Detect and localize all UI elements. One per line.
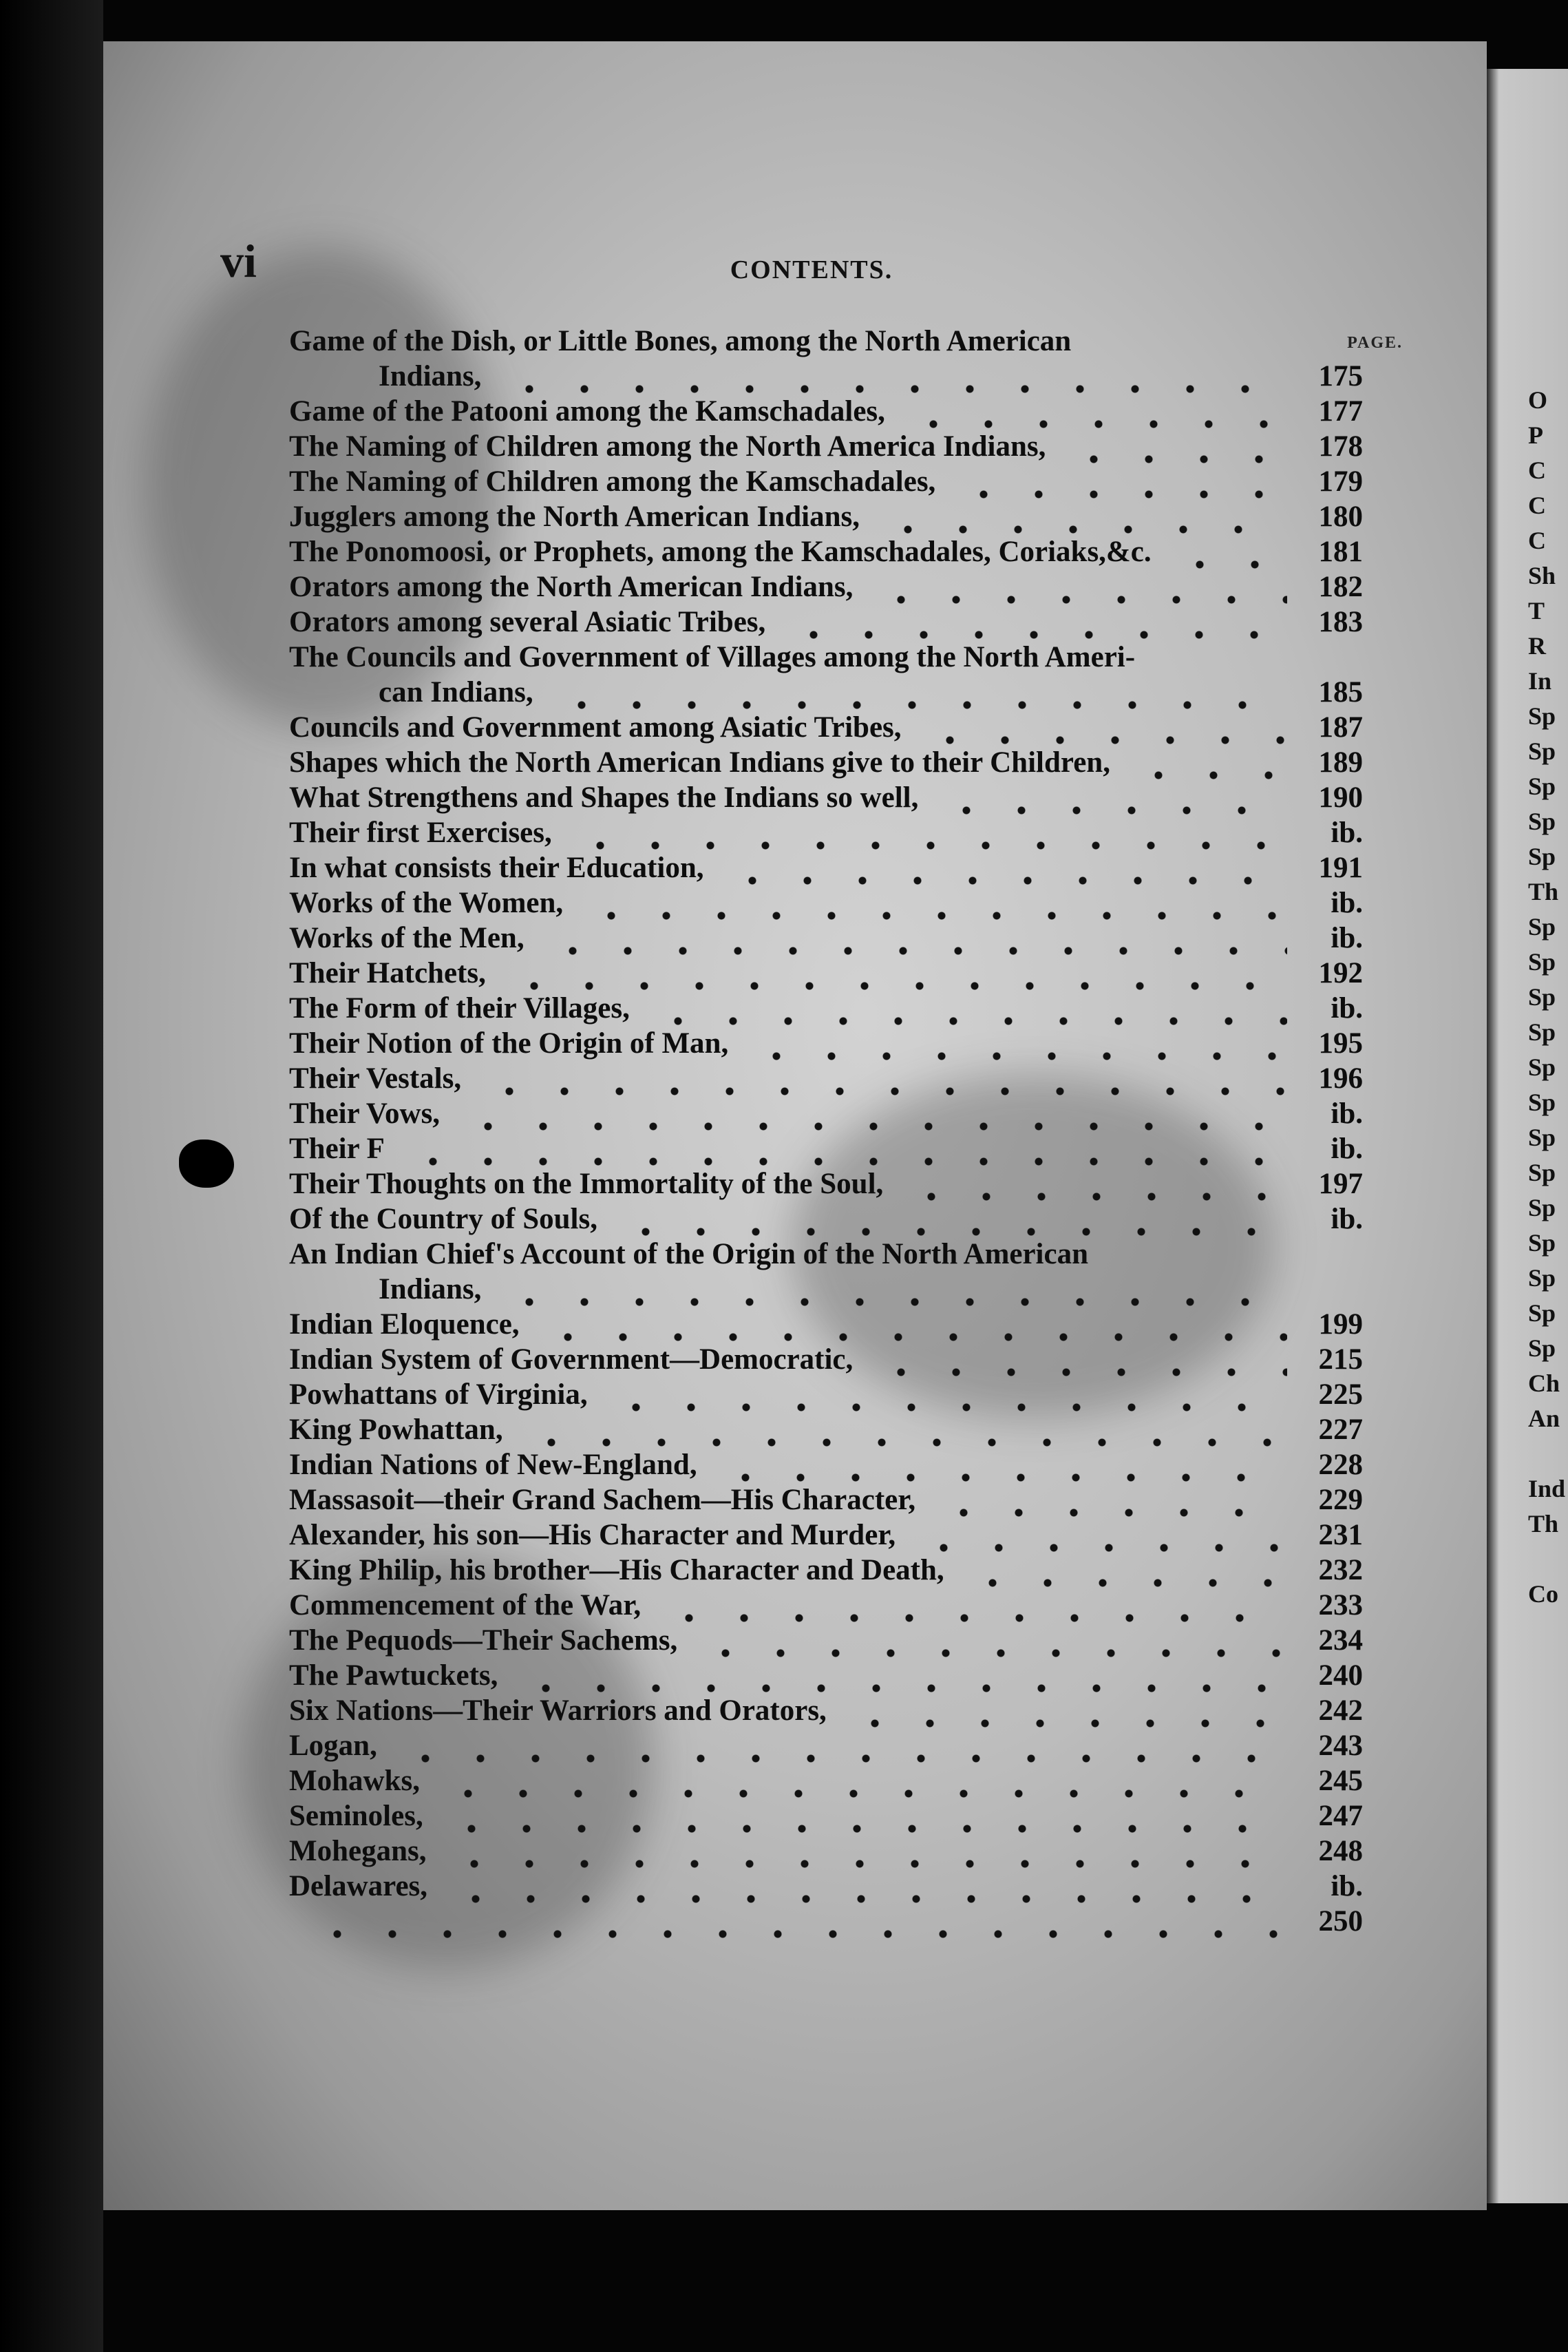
entry-page-number: 187 — [1318, 711, 1363, 744]
facing-page-fragment: Sp — [1528, 773, 1556, 800]
entry-page-number: 179 — [1318, 465, 1363, 498]
leader-dots — [648, 1588, 1287, 1623]
entry-title: King Powhattan, — [289, 1414, 503, 1446]
entry-title: What Strengthens and Shapes the Indians so well, — [289, 781, 919, 814]
contents-list — [289, 324, 1363, 1939]
entry-page-number: ib. — [1331, 817, 1363, 849]
toc-entry — [289, 1096, 1363, 1131]
toc-entry — [289, 710, 1363, 745]
entry-title: The Form of their Villages, — [289, 992, 630, 1025]
entry-title: Seminoles, — [289, 1800, 423, 1832]
entry-page-number: ib. — [1331, 1133, 1363, 1165]
leader-dots — [637, 991, 1287, 1026]
toc-entry — [289, 605, 1363, 640]
toc-entry — [289, 1026, 1363, 1061]
toc-entry — [289, 569, 1363, 605]
leader-dots — [867, 499, 1287, 534]
entry-title-continuation: can Indians, — [379, 676, 533, 708]
entry-page-number: 190 — [1318, 781, 1363, 814]
facing-page-fragment: C — [1528, 456, 1546, 484]
facing-page-fragment: Sp — [1528, 1264, 1556, 1292]
entry-page-number: ib. — [1331, 887, 1363, 919]
facing-page-fragment: Ind — [1528, 1475, 1566, 1502]
entry-title: Their F — [289, 1133, 385, 1165]
toc-entry — [289, 991, 1363, 1026]
scan-margin — [0, 0, 103, 2352]
entry-page-number: 233 — [1318, 1589, 1363, 1621]
toc-entry — [289, 1342, 1363, 1377]
leader-dots — [902, 1518, 1287, 1553]
entry-page-number: 197 — [1318, 1168, 1363, 1200]
entry-title-continuation: Indians, — [379, 1273, 482, 1305]
facing-page-fragment: C — [1528, 492, 1546, 519]
leader-dots — [735, 1026, 1287, 1061]
entry-page-number: 196 — [1318, 1062, 1363, 1095]
facing-page-fragment: Th — [1528, 878, 1559, 905]
facing-page-fragment: Sp — [1528, 1229, 1556, 1257]
facing-page-fragment: T — [1528, 597, 1545, 624]
leader-dots — [434, 1869, 1287, 1904]
toc-entry — [289, 1904, 1363, 1939]
leader-dots — [1158, 534, 1287, 569]
entry-title: Logan, — [289, 1730, 377, 1762]
facing-page-fragment: Th — [1528, 1510, 1559, 1537]
leader-dots — [860, 569, 1287, 605]
entry-page-number: 231 — [1318, 1519, 1363, 1551]
entry-title: The Naming of Children among the Kamschadales, — [289, 465, 936, 498]
entry-title: Delawares, — [289, 1870, 428, 1902]
entry-page-number: 199 — [1318, 1308, 1363, 1341]
leader-dots — [447, 1096, 1287, 1131]
entry-page-number: 228 — [1318, 1449, 1363, 1481]
facing-page-fragment: C — [1528, 527, 1546, 554]
entry-page-number: 181 — [1318, 536, 1363, 568]
entry-page-number: 234 — [1318, 1624, 1363, 1657]
entry-page-number: 245 — [1318, 1765, 1363, 1797]
toc-entry — [289, 1553, 1363, 1588]
entry-page-number: 242 — [1318, 1694, 1363, 1727]
toc-entry — [289, 1482, 1363, 1518]
folio-number: vi — [220, 235, 257, 287]
entry-title: Orators among the North American Indians, — [289, 571, 854, 603]
entry-page-number: ib. — [1331, 1870, 1363, 1902]
toc-entry — [289, 815, 1363, 850]
toc-entry — [289, 1377, 1363, 1412]
entry-page-number: 247 — [1318, 1800, 1363, 1832]
leader-dots — [433, 1834, 1287, 1869]
leader-dots — [488, 1272, 1287, 1307]
toc-entry — [289, 1834, 1363, 1869]
toc-entry — [289, 1798, 1363, 1834]
entry-page-number: 191 — [1318, 852, 1363, 884]
toc-entry — [289, 780, 1363, 815]
entry-page-number: ib. — [1331, 1098, 1363, 1130]
entry-page-number: 243 — [1318, 1730, 1363, 1762]
toc-entry — [289, 1658, 1363, 1693]
facing-page-fragment: P — [1528, 421, 1543, 449]
entry-page-number: ib. — [1331, 992, 1363, 1025]
entry-page-number: 185 — [1318, 676, 1363, 708]
leader-dots — [909, 710, 1287, 745]
entry-title: Jugglers among the North American Indians, — [289, 501, 860, 533]
toc-entry — [289, 1131, 1363, 1166]
facing-page-edge — [1487, 69, 1568, 2203]
entry-title: Of the Country of Souls, — [289, 1203, 597, 1235]
toc-entry — [289, 464, 1363, 499]
facing-page-fragment: In — [1528, 667, 1552, 695]
leader-dots — [392, 1131, 1287, 1166]
toc-entry — [289, 429, 1363, 464]
entry-page-number: 175 — [1318, 360, 1363, 392]
leader-dots — [488, 359, 1287, 394]
entry-page-number: 240 — [1318, 1659, 1363, 1692]
entry-page-number: 192 — [1318, 957, 1363, 989]
running-head: CONTENTS. — [730, 255, 893, 284]
entry-title: Alexander, his son—His Character and Murder, — [289, 1519, 896, 1551]
facing-page-fragment: Sp — [1528, 1299, 1556, 1327]
facing-page-fragment: Sp — [1528, 1194, 1556, 1221]
toc-entry — [289, 1061, 1363, 1096]
entry-title: The Naming of Children among the North America Indians, — [289, 430, 1046, 463]
facing-page-fragment: Sp — [1528, 1053, 1556, 1081]
entry-title: Indian System of Government—Democratic, — [289, 1343, 854, 1376]
toc-entry — [289, 1237, 1363, 1307]
entry-title: Councils and Government among Asiatic Tribes, — [289, 711, 902, 744]
facing-page-fragment: Sp — [1528, 1089, 1556, 1116]
entry-page-number: 215 — [1318, 1343, 1363, 1376]
toc-entry — [289, 1763, 1363, 1798]
leader-dots — [711, 850, 1287, 885]
entry-page-number: 229 — [1318, 1484, 1363, 1516]
entry-title: The Ponomoosi, or Prophets, among the Kamschadales, Coriaks,&c. — [289, 536, 1152, 568]
facing-page-fragment: Sp — [1528, 948, 1556, 976]
entry-title: Their Hatchets, — [289, 957, 486, 989]
leader-dots — [922, 1482, 1287, 1518]
facing-page-fragment: Sp — [1528, 737, 1556, 765]
entry-title: Their Thoughts on the Immortality of the Soul, — [289, 1168, 884, 1200]
page-column-label: PAGE. — [1347, 334, 1403, 352]
entry-title: Their first Exercises, — [289, 817, 552, 849]
leader-dots — [505, 1658, 1287, 1693]
facing-page-fragment: Co — [1528, 1580, 1558, 1608]
toc-entry — [289, 921, 1363, 956]
entry-title: Game of the Patooni among the Kamschadales, — [289, 395, 885, 428]
facing-page-fragment: An — [1528, 1405, 1560, 1432]
entry-page-number: 225 — [1318, 1378, 1363, 1411]
leader-dots — [890, 1166, 1287, 1201]
entry-page-number: 227 — [1318, 1414, 1363, 1446]
leader-dots — [427, 1763, 1287, 1798]
leader-dots — [527, 1307, 1287, 1342]
leader-dots — [296, 1904, 1287, 1939]
toc-entry — [289, 1307, 1363, 1342]
entry-page-number: 178 — [1318, 430, 1363, 463]
leader-dots — [510, 1412, 1287, 1447]
leader-dots — [704, 1447, 1287, 1482]
entry-title: Shapes which the North American Indians give to their Children, — [289, 746, 1110, 779]
entry-title: Indian Nations of New-England, — [289, 1449, 697, 1481]
facing-page-fragment: O — [1528, 386, 1548, 414]
toc-entry — [289, 1869, 1363, 1904]
facing-page-fragment: Sp — [1528, 1124, 1556, 1151]
facing-page-fragment: Ch — [1528, 1369, 1560, 1397]
entry-title: Powhattans of Virginia, — [289, 1378, 588, 1411]
leader-dots — [430, 1798, 1287, 1834]
facing-page-fragment: Sp — [1528, 1159, 1556, 1186]
facing-page-fragment: Sp — [1528, 843, 1556, 870]
entry-page-number: 189 — [1318, 746, 1363, 779]
toc-entry — [289, 499, 1363, 534]
leader-dots — [942, 464, 1287, 499]
entry-title: The Councils and Government of Villages among the North Ameri- — [289, 641, 1136, 673]
facing-page-fragment: Sp — [1528, 1334, 1556, 1362]
toc-entry — [289, 1728, 1363, 1763]
entry-title: Massasoit—their Grand Sachem—His Character, — [289, 1484, 916, 1516]
leader-dots — [540, 675, 1287, 710]
entry-page-number: 177 — [1318, 395, 1363, 428]
entry-title: An Indian Chief's Account of the Origin of the North American — [289, 1238, 1088, 1270]
leader-dots — [570, 885, 1287, 921]
entry-title: Commencement of the War, — [289, 1589, 642, 1621]
toc-entry — [289, 1412, 1363, 1447]
facing-page-fragment: Sp — [1528, 913, 1556, 941]
entry-page-number: 232 — [1318, 1554, 1363, 1586]
toc-entry — [289, 1166, 1363, 1201]
leader-dots — [772, 605, 1287, 640]
toc-entry — [289, 1447, 1363, 1482]
entry-title: The Pawtuckets, — [289, 1659, 498, 1692]
entry-title: Mohegans, — [289, 1835, 427, 1867]
entry-title: King Philip, his brother—His Character and Death, — [289, 1554, 944, 1586]
entry-title: Game of the Dish, or Little Bones, among the North American — [289, 325, 1072, 357]
toc-entry — [289, 1518, 1363, 1553]
entry-page-number: 250 — [1318, 1905, 1363, 1938]
leader-dots — [384, 1728, 1287, 1763]
toc-entry — [289, 1693, 1363, 1728]
toc-entry — [289, 324, 1363, 394]
entry-title: In what consists their Education, — [289, 852, 704, 884]
toc-entry — [289, 1588, 1363, 1623]
leader-dots — [834, 1693, 1287, 1728]
leader-dots — [531, 921, 1287, 956]
ink-blot — [179, 1140, 234, 1188]
entry-title: Works of the Men, — [289, 922, 525, 954]
leader-dots — [1117, 745, 1287, 780]
facing-page-fragment: R — [1528, 632, 1546, 660]
facing-page-fragment: Sp — [1528, 702, 1556, 730]
entry-title: Mohawks, — [289, 1765, 420, 1797]
leader-dots — [595, 1377, 1287, 1412]
entry-page-number: ib. — [1331, 922, 1363, 954]
toc-entry — [289, 956, 1363, 991]
entry-page-number: 182 — [1318, 571, 1363, 603]
toc-entry — [289, 850, 1363, 885]
entry-title-continuation: Indians, — [379, 360, 482, 392]
leader-dots — [684, 1623, 1287, 1658]
facing-page-fragment: Sp — [1528, 983, 1556, 1011]
entry-title: Their Vestals, — [289, 1062, 462, 1095]
leader-dots — [493, 956, 1287, 991]
leader-dots — [468, 1061, 1287, 1096]
entry-page-number: 183 — [1318, 606, 1363, 638]
toc-entry — [289, 745, 1363, 780]
leader-dots — [892, 394, 1287, 429]
leader-dots — [1052, 429, 1287, 464]
toc-entry — [289, 885, 1363, 921]
entry-title: Six Nations—Their Warriors and Orators, — [289, 1694, 827, 1727]
facing-page-fragment: Sh — [1528, 562, 1556, 589]
toc-entry — [289, 640, 1363, 710]
leader-dots — [559, 815, 1287, 850]
leader-dots — [860, 1342, 1287, 1377]
leader-dots — [925, 780, 1287, 815]
entry-title: Their Vows, — [289, 1098, 441, 1130]
leader-dots — [951, 1553, 1287, 1588]
entry-title: Orators among several Asiatic Tribes, — [289, 606, 766, 638]
facing-page-fragment: Sp — [1528, 808, 1556, 835]
facing-page-fragment: Sp — [1528, 1018, 1556, 1046]
toc-entry — [289, 534, 1363, 569]
entry-page-number: 195 — [1318, 1027, 1363, 1060]
entry-title: Indian Eloquence, — [289, 1308, 520, 1341]
toc-entry — [289, 394, 1363, 429]
entry-page-number: ib. — [1331, 1203, 1363, 1235]
leader-dots — [604, 1201, 1287, 1237]
entry-title: The Pequods—Their Sachems, — [289, 1624, 678, 1657]
entry-page-number: 248 — [1318, 1835, 1363, 1867]
entry-title: Works of the Women, — [289, 887, 564, 919]
entry-title: Their Notion of the Origin of Man, — [289, 1027, 729, 1060]
toc-entry — [289, 1201, 1363, 1237]
entry-page-number: 180 — [1318, 501, 1363, 533]
toc-entry — [289, 1623, 1363, 1658]
